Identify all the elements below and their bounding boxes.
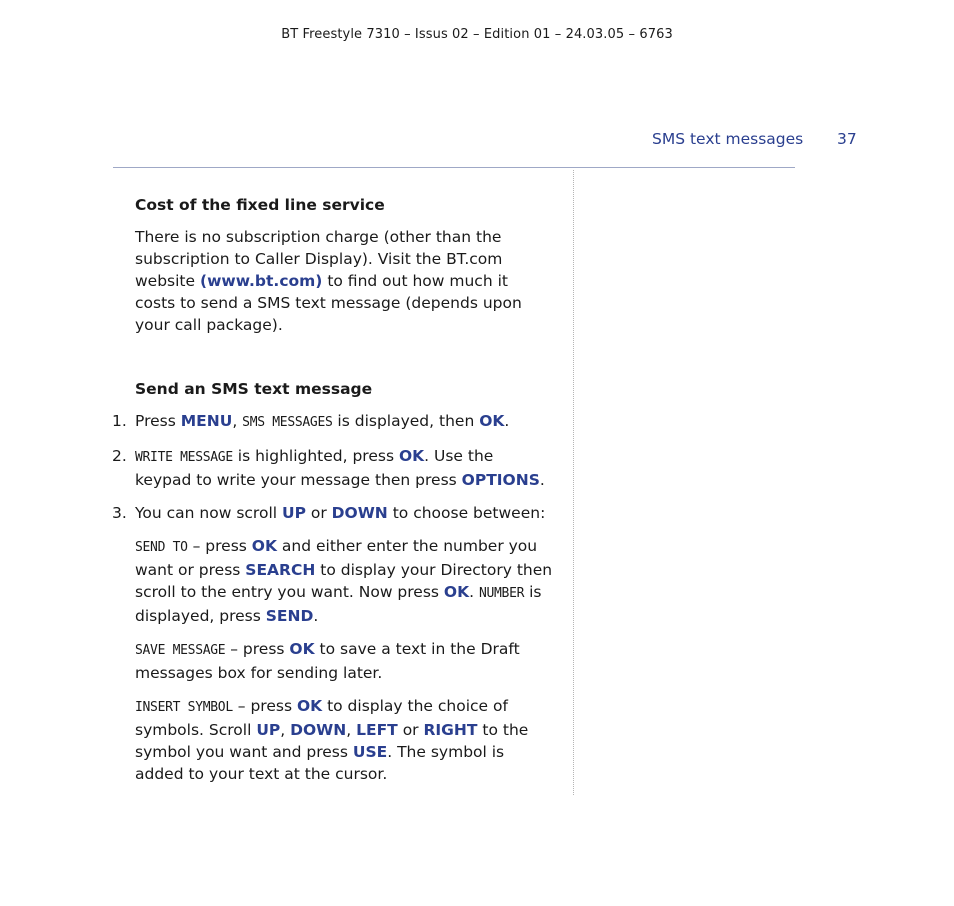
- text: to display your Directory then scroll to the entry you want. Now press: [135, 561, 553, 601]
- option-save-message: [135, 638, 553, 684]
- page-number: 37: [837, 130, 857, 148]
- step-2: [112, 445, 553, 491]
- main-column: [112, 195, 553, 796]
- key-menu: MENU: [180, 412, 233, 430]
- cost-text-1: There is no subscription charge (other than the subscription to Caller Display). Visit the BT.com website: [135, 228, 503, 290]
- key-ok: OK: [479, 412, 505, 430]
- display-number: NUMBER: [478, 586, 525, 601]
- key-use: USE: [352, 743, 388, 761]
- option-send-to: [135, 535, 553, 627]
- step-1: [112, 410, 553, 434]
- display-write-message: WRITE MESSAGE: [135, 450, 233, 465]
- cost-text-2: to find out how much it costs to send a SMS text message (depends upon your call package).: [135, 272, 522, 334]
- text: .: [469, 583, 479, 601]
- display-sms-messages: SMS MESSAGES: [242, 415, 333, 430]
- text: is displayed, then: [332, 412, 480, 430]
- key-ok: OK: [251, 537, 277, 555]
- text: Press: [135, 412, 181, 430]
- text: or: [397, 721, 424, 739]
- key-options: OPTIONS: [461, 471, 540, 489]
- text: – press: [225, 640, 290, 658]
- key-send: SEND: [265, 607, 314, 625]
- text: and either enter the number you want or press: [135, 537, 538, 579]
- text: .: [313, 607, 319, 625]
- key-down: DOWN: [290, 721, 347, 739]
- key-ok: OK: [296, 697, 323, 715]
- steps-list: [112, 410, 553, 524]
- text: is displayed, press: [135, 583, 542, 625]
- text: or: [305, 504, 332, 522]
- key-right: RIGHT: [423, 721, 478, 739]
- text: to choose between:: [387, 504, 546, 522]
- key-ok: OK: [443, 583, 470, 601]
- text: You can now scroll: [135, 504, 282, 522]
- step-3: [112, 502, 553, 524]
- text: – press: [232, 697, 297, 715]
- text: ,: [232, 412, 243, 430]
- key-left: LEFT: [356, 721, 398, 739]
- send-heading: Send an SMS text message: [135, 380, 373, 398]
- header-rule: [113, 167, 795, 168]
- text: to display the choice of symbols. Scroll: [135, 697, 508, 739]
- key-search: SEARCH: [245, 561, 316, 579]
- text: . The symbol is added to your text at the cursor.: [135, 743, 505, 783]
- text: ,: [346, 721, 357, 739]
- display-send-to: SEND TO: [135, 540, 188, 555]
- key-ok: OK: [289, 640, 315, 658]
- key-ok: OK: [398, 447, 425, 465]
- bt-website-link[interactable]: (www.bt.com): [199, 272, 323, 290]
- option-insert-symbol: [135, 695, 553, 785]
- cost-paragraph: [135, 226, 553, 336]
- text: .: [539, 471, 545, 489]
- section-title: SMS text messages: [652, 130, 804, 148]
- display-insert-symbol: INSERT SYMBOL: [135, 700, 233, 715]
- text: to save a text in the Draft messages box for sending later.: [135, 640, 520, 682]
- step-number: 2.: [112, 447, 127, 465]
- text: is highlighted, press: [232, 447, 399, 465]
- step-number: 1.: [112, 412, 127, 430]
- document-id: BT Freestyle 7310 – Issus 02 – Edition 01 – 24.03.05 – 6763: [281, 27, 673, 42]
- cost-heading: Cost of the fixed line service: [135, 196, 385, 214]
- text: to the symbol you want and press: [135, 721, 529, 761]
- step-number: 3.: [112, 504, 127, 522]
- section-gap: [135, 347, 553, 379]
- display-save-message: SAVE MESSAGE: [135, 643, 226, 658]
- key-down: DOWN: [331, 504, 388, 522]
- text: .: [504, 412, 510, 430]
- key-up: UP: [281, 504, 306, 522]
- text: ,: [280, 721, 291, 739]
- text: . Use the keypad to write your message then press: [135, 447, 494, 489]
- key-up: UP: [256, 721, 281, 739]
- column-divider: [573, 170, 574, 795]
- text: – press: [187, 537, 252, 555]
